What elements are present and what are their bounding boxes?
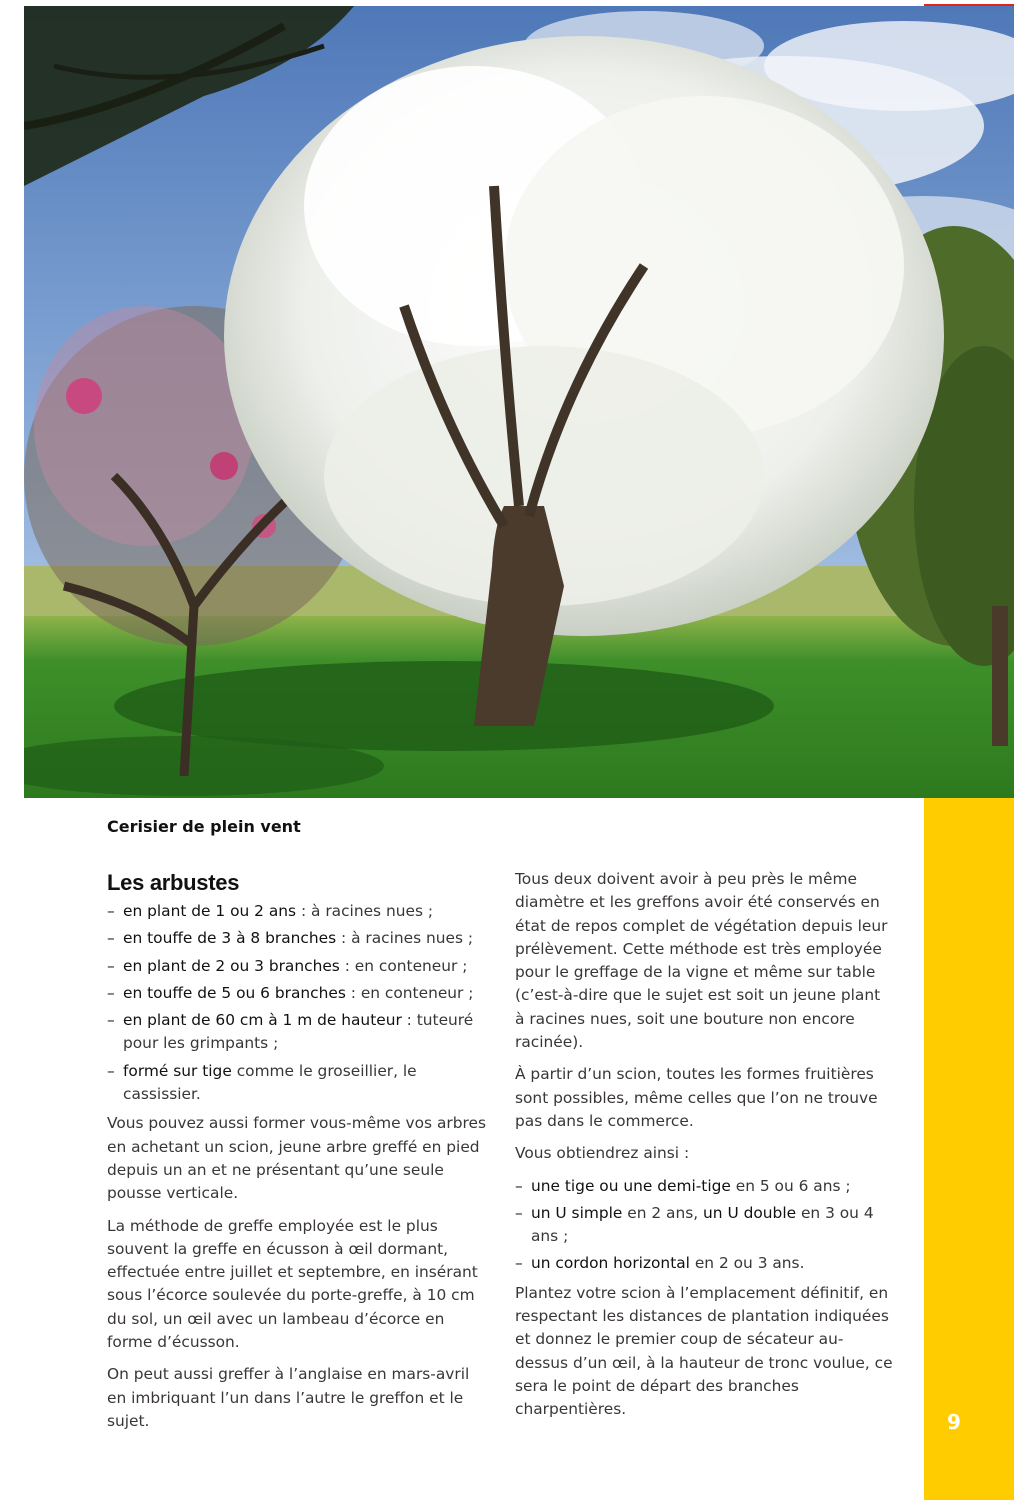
left-column [107,868,487,1442]
section-heading: Les arbustes [107,870,240,895]
paragraph: À partir d’un scion, toutes les formes fruitières sont possibles, même celles que l’on ne trouve pas dans le commerce. [515,1065,878,1130]
shrub-options-list [107,900,487,1106]
paragraph: Vous pouvez aussi former vous-même vos arbres en achetant un scion, jeune arbre greffé en pied depuis un an et ne présentant qu’une seule pousse verticale. [107,1114,486,1203]
list-item: – une tige ou une demi-tige en 5 ou 6 ans ; [515,1175,893,1198]
list-item: – en plant de 2 ou 3 branches : en conteneur ; [107,955,487,978]
list-item: – en touffe de 5 ou 6 branches : en conteneur ; [107,982,487,1005]
right-column [515,868,893,1431]
list-item: – en touffe de 3 à 8 branches : à racines nues ; [107,927,487,950]
list-item: – en plant de 60 cm à 1 m de hauteur : tuteuré pour les grimpants ; [107,1009,487,1056]
photo-caption: Cerisier de plein vent [107,817,301,836]
list-item: – un cordon horizontal en 2 ou 3 ans. [515,1252,893,1275]
list-item: – un U simple en 2 ans, un U double en 3 ou 4 ans ; [515,1202,893,1249]
list-item: – formé sur tige comme le groseillier, le cassissier. [107,1060,487,1107]
paragraph: Plantez votre scion à l’emplacement définitif, en respectant les distances de plantation indiquées et donnez le premier coup de sécateur au-dessus d’un œil, à la hauteur de tronc voulue, ce sera le point de départ des branches charpentières. [515,1283,893,1419]
paragraph: Tous deux doivent avoir à peu près le même diamètre et les greffons avoir été conservés en état de repos complet de végétation depuis leur prélèvement. Cette méthode est très employée pour le greffage de la vigne et même sur table (c’est-à-dire que le sujet est soit un jeune plant à racines nues, soit une bouture non encore racinée). [515,870,888,1052]
paragraph: On peut aussi greffer à l’anglaise en mars-avril en imbriquant l’un dans l’autre le greffon et le sujet. [107,1365,470,1430]
forms-list [515,1175,893,1276]
cherry-tree-photo [24,6,1014,798]
page-number: 9 [947,1410,961,1434]
yellow-sidebar [924,798,1014,1500]
list-item: – en plant de 1 ou 2 ans : à racines nues ; [107,900,487,923]
paragraph: La méthode de greffe employée est le plus souvent la greffe en écusson à œil dormant, effectuée entre juillet et septembre, en insérant sous l’écorce soulevée du porte-greffe, à 10 cm du sol, un œil avec un lambeau d’écorce en forme d’écusson. [107,1216,478,1352]
paragraph: Vous obtiendrez ainsi : [515,1144,690,1163]
